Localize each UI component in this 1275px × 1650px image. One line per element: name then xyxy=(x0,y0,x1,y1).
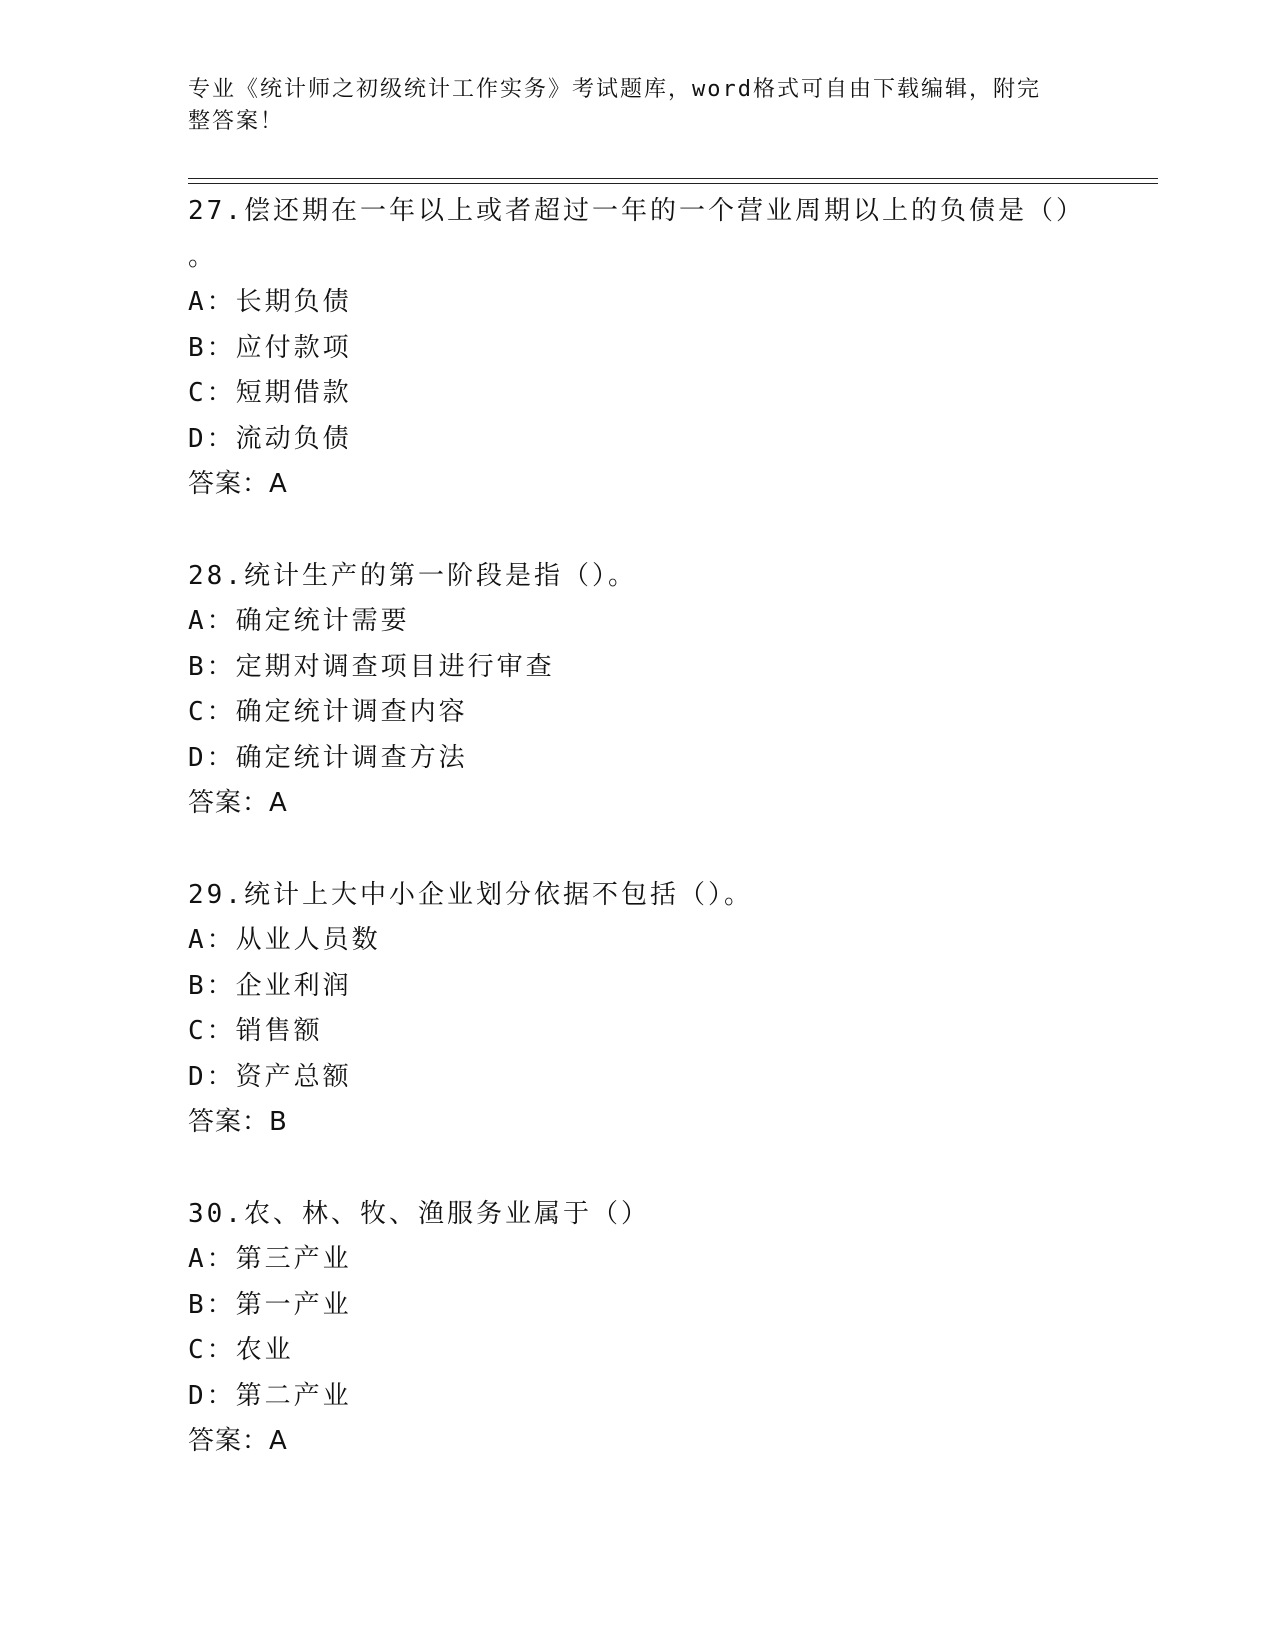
header-line-2: 整答案！ xyxy=(188,109,285,134)
question-27 xyxy=(188,188,1088,507)
answer: 答案：A xyxy=(188,469,288,499)
question-29 xyxy=(188,872,1088,1145)
option-c: C：销售额 xyxy=(188,1016,323,1046)
option-b: B：应付款项 xyxy=(188,332,352,363)
question-stem: 30.农、林、牧、渔服务业属于（） xyxy=(188,1199,650,1229)
option-c: C：确定统计调查内容 xyxy=(188,697,468,727)
option-a: A：长期负债 xyxy=(188,287,352,317)
option-d: D：资产总额 xyxy=(188,1061,352,1092)
spacer xyxy=(188,1145,1088,1191)
answer: 答案：A xyxy=(188,1426,288,1456)
answer: 答案：A xyxy=(188,788,288,818)
question-stem-continuation: 。 xyxy=(188,242,218,272)
spacer xyxy=(188,826,1088,872)
option-b: B：定期对调查项目进行审查 xyxy=(188,651,555,682)
option-b: B：第一产业 xyxy=(188,1289,352,1320)
option-a: A：确定统计需要 xyxy=(188,606,410,636)
spacer xyxy=(188,507,1088,553)
answer: 答案：B xyxy=(188,1107,288,1137)
question-stem: 28.统计生产的第一阶段是指（）。 xyxy=(188,561,637,591)
document-header xyxy=(188,74,1068,138)
question-30 xyxy=(188,1191,1088,1464)
question-stem: 29.统计上大中小企业划分依据不包括（）。 xyxy=(188,880,753,910)
option-d: D：流动负债 xyxy=(188,423,352,454)
question-28 xyxy=(188,553,1088,826)
header-divider xyxy=(188,178,1158,184)
option-c: C：农业 xyxy=(188,1335,294,1365)
option-a: A：第三产业 xyxy=(188,1244,352,1274)
option-b: B：企业利润 xyxy=(188,970,352,1001)
option-c: C：短期借款 xyxy=(188,378,352,408)
option-d: D：确定统计调查方法 xyxy=(188,742,468,773)
question-list xyxy=(188,188,1088,1464)
option-d: D：第二产业 xyxy=(188,1380,352,1411)
header-line-1: 专业《统计师之初级统计工作实务》考试题库，word格式可自由下载编辑，附完 xyxy=(188,77,1041,102)
question-stem: 27.偿还期在一年以上或者超过一年的一个营业周期以上的负债是（） xyxy=(188,196,1085,226)
option-a: A：从业人员数 xyxy=(188,925,381,955)
